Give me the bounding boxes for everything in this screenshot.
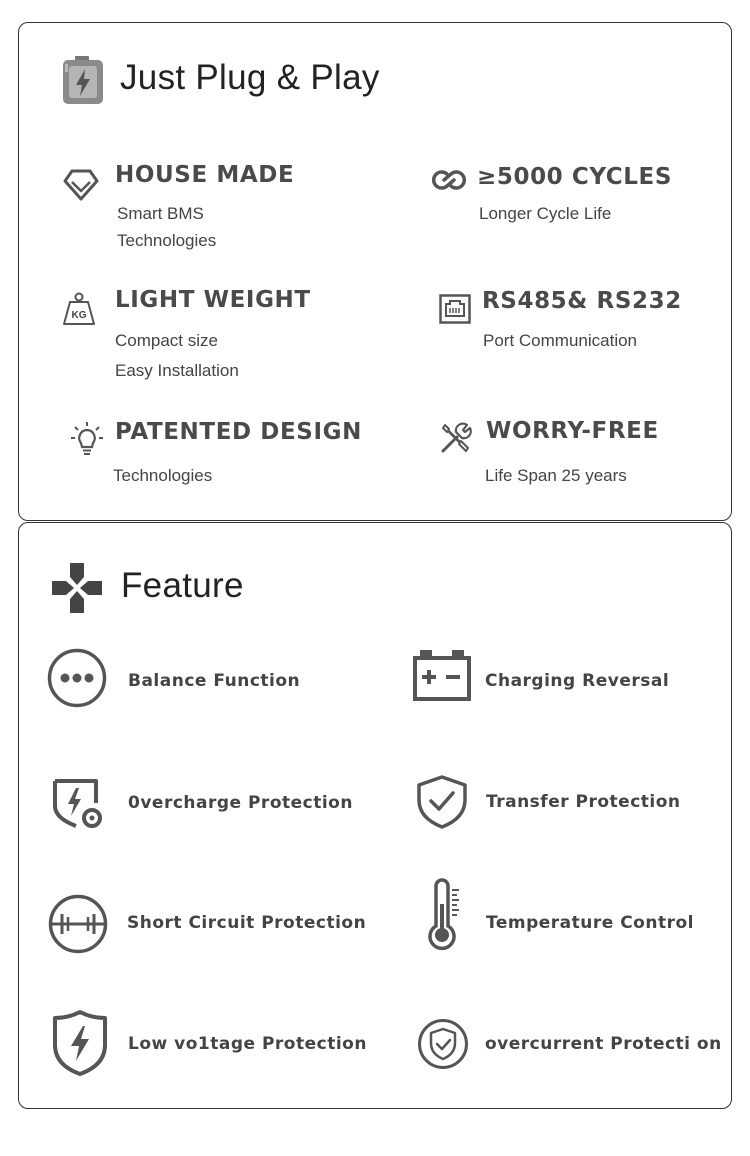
patented-design-line-1: Technologies [113, 466, 213, 485]
house-made-line-2: Technologies [117, 231, 217, 250]
house-made-heading: HOUSE MADE [115, 162, 295, 188]
plug-section-title: Just Plug & Play [120, 58, 380, 97]
light-weight-line-2: Easy Installation [115, 361, 239, 380]
cycles-line-1: Longer Cycle Life [479, 204, 612, 223]
feature-section-title: Feature [121, 566, 244, 605]
rs485-line-1: Port Communication [483, 331, 638, 350]
battery-icon [413, 650, 471, 702]
thermometer-icon [423, 880, 463, 948]
cycles-heading: ≥5000 CYCLES [477, 164, 673, 190]
patented-design-heading: PATENTED DESIGN [115, 419, 362, 445]
temperature-control-label: Temperature Control [486, 913, 694, 933]
house-made-line-1: Smart BMS [117, 204, 204, 223]
shield-check-icon [416, 774, 468, 830]
charging-reversal-label: Charging Reversal [485, 671, 670, 691]
kg-label: KG [71, 310, 87, 321]
diamond-icon [63, 168, 99, 202]
circle-shield-check-icon [417, 1018, 469, 1070]
low-voltage-protection-label: Low vo1tage Protection [128, 1034, 367, 1054]
feature-panel [18, 522, 732, 1109]
shield-bolt-gear-icon [52, 778, 104, 830]
transfer-protection-label: Transfer Protection [486, 792, 681, 812]
kg-weight-icon [62, 292, 96, 326]
short-circuit-protection-label: Short Circuit Protection [127, 913, 367, 933]
circuit-circle-icon [48, 894, 108, 954]
battery-charge-icon [62, 56, 104, 104]
lightbulb-icon [71, 422, 103, 456]
worry-free-heading: WORRY-FREE [486, 418, 659, 444]
tools-icon [440, 422, 472, 454]
overcurrent-protection-label: overcurrent Protecti on [485, 1034, 722, 1054]
worry-free-line-1: Life Span 25 years [485, 466, 627, 485]
cycle-icon [429, 166, 469, 194]
dots-circle-icon [47, 648, 107, 708]
shield-bolt-icon [52, 1009, 108, 1077]
light-weight-line-1: Compact size [115, 331, 218, 350]
rs485-heading: RS485& RS232 [482, 288, 682, 314]
balance-function-label: Balance Function [128, 671, 301, 691]
overcharge-protection-label: 0vercharge Protection [128, 793, 353, 813]
port-icon [439, 294, 471, 324]
cross-icon [52, 563, 102, 613]
light-weight-heading: LIGHT WEIGHT [115, 287, 311, 313]
